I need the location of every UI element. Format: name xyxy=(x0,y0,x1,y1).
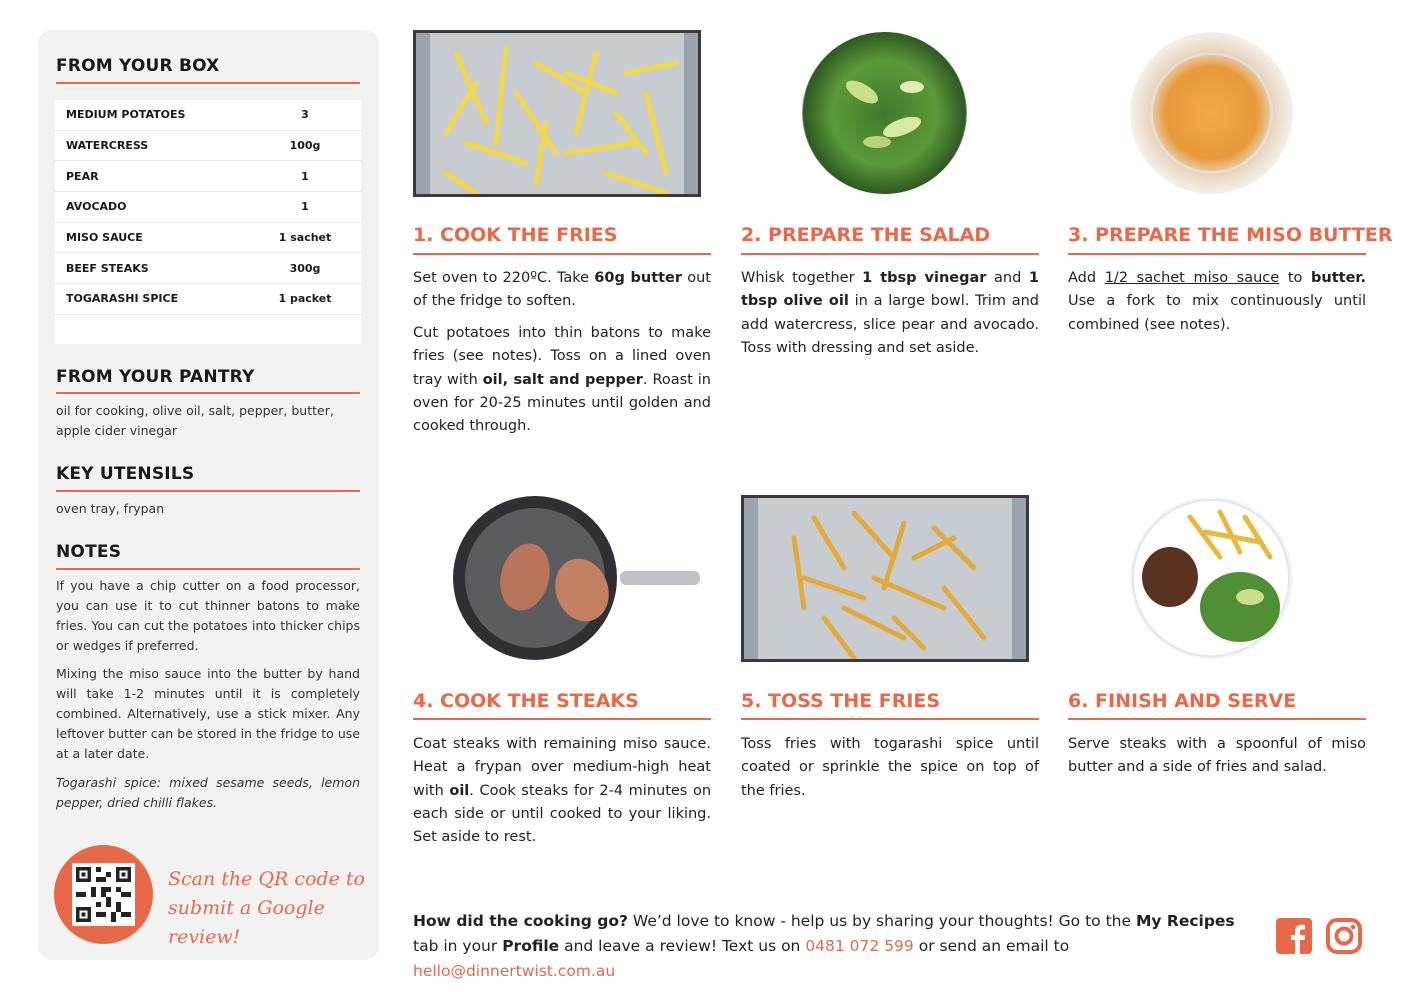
utensils-heading: KEY UTENSILS xyxy=(56,464,195,484)
from-your-box-heading: FROM YOUR BOX xyxy=(56,56,220,76)
pantry-heading: FROM YOUR PANTRY xyxy=(56,367,255,387)
ingredient-row xyxy=(55,100,361,131)
ingredients-panel xyxy=(38,30,379,960)
ingredient-row xyxy=(55,131,361,162)
ingredient-name: TOGARASHI SPICE xyxy=(66,292,179,306)
step-4-text: Coat steaks with remaining miso sauce. Heat a frypan over medium-high heat with oil. Cook steaks for 2-4 minutes on each side or until cooked to your liking. Set aside to rest. xyxy=(413,736,712,846)
divider xyxy=(56,568,360,570)
facebook-icon[interactable] xyxy=(1276,918,1312,954)
ingredient-row xyxy=(55,161,361,192)
step-1-text-a: Set oven to 220ºC. Take 60g butter out of the fridge to soften. xyxy=(413,270,711,310)
phone-link[interactable]: 0481 072 599 xyxy=(805,937,914,955)
step-4-photo xyxy=(430,495,702,662)
step-5-text: Toss fries with togarashi spice until coated or sprinkle the spice on top of the fries. xyxy=(741,736,1039,799)
qr-code[interactable] xyxy=(72,863,135,926)
ingredient-qty: 1 sachet xyxy=(278,231,332,245)
step-3-text: Add 1/2 sachet miso sauce to butter. Use a fork to mix continuously until combined (see notes). xyxy=(1068,270,1366,333)
step-2-title: 2. PREPARE THE SALAD xyxy=(741,224,991,246)
ingredient-qty: 3 xyxy=(301,108,309,122)
qr-caption-line: Scan the QR code to xyxy=(168,868,365,890)
qr-caption xyxy=(168,865,368,952)
step-6-text: Serve steaks with a spoonful of miso butter and a side of fries and salad. xyxy=(1068,736,1366,776)
step-2-photo xyxy=(802,32,967,194)
review-prompt: How did the cooking go? We’d love to know - help us by sharing your thoughts! Go to the My Recipes tab in your Profile and leave a review! Text us on 0481 072 599 or send an email to hello@dinnertwist.com.au xyxy=(413,912,1235,980)
fries-raw-illustration xyxy=(416,33,701,197)
divider xyxy=(1068,718,1366,720)
email-link[interactable]: hello@dinnertwist.com.au xyxy=(413,962,616,980)
note-paragraph: Mixing the miso sauce into the butter by hand will take 1-2 minutes until it is completely combined. Alternatively, use a stick mixer. Any leftover butter can be stored in the fridge to use at a later date. xyxy=(56,666,360,761)
ingredient-name: WATERCRESS xyxy=(66,139,149,153)
box-ingredients-table xyxy=(55,100,361,344)
ingredient-qty: 300g xyxy=(289,261,321,275)
ingredient-row xyxy=(55,223,361,254)
ingredient-name: MISO SAUCE xyxy=(66,231,143,245)
fries-seasoned-illustration xyxy=(744,498,1029,662)
ingredient-qty: 1 packet xyxy=(278,292,332,306)
step-2-text: Whisk together 1 tbsp vinegar and 1 tbsp olive oil in a large bowl. Trim and add watercress, slice pear and avocado. Toss with dressing and set aside. xyxy=(741,270,1039,356)
step-5-title: 5. TOSS THE FRIES xyxy=(741,690,941,712)
ingredient-row xyxy=(55,192,361,223)
step-1-text-b: Cut potatoes into thin batons to make fries (see notes). Toss on a lined oven tray with oil, salt and pepper. Roast in oven for 20-25 minutes until golden and cooked through. xyxy=(413,325,711,435)
ingredient-name: MEDIUM POTATOES xyxy=(66,108,186,122)
ingredient-qty: 1 xyxy=(301,200,309,214)
step-1-photo xyxy=(413,30,701,197)
divider xyxy=(741,253,1039,255)
divider xyxy=(1068,253,1366,255)
step-6-title: 6. FINISH AND SERVE xyxy=(1068,690,1297,712)
divider xyxy=(56,82,360,84)
step-3-title: 3. PREPARE THE MISO BUTTER xyxy=(1068,224,1393,246)
divider xyxy=(56,490,360,492)
note-paragraph: If you have a chip cutter on a food processor, you can use it to cut thinner batons to make fries. You can cut the potatoes into thicker chips or wedges if preferred. xyxy=(56,578,360,653)
qr-badge xyxy=(54,845,153,944)
notes-heading: NOTES xyxy=(56,542,122,562)
utensils-text: oven tray, frypan xyxy=(56,501,165,516)
step-5-photo xyxy=(741,495,1029,662)
step-6-photo xyxy=(1130,497,1293,659)
divider xyxy=(741,718,1039,720)
salad-illustration xyxy=(802,32,967,194)
plated-meal-illustration xyxy=(1130,497,1293,659)
ingredient-name: AVOCADO xyxy=(66,200,127,214)
divider xyxy=(56,392,360,394)
step-4-title: 4. COOK THE STEAKS xyxy=(413,690,639,712)
ingredient-qty: 100g xyxy=(289,139,321,153)
qr-code-icon xyxy=(76,867,131,922)
ingredient-row xyxy=(55,284,361,315)
divider xyxy=(413,718,711,720)
pantry-text: oil for cooking, olive oil, salt, pepper, butter, apple cider vinegar xyxy=(56,403,334,438)
ingredient-row xyxy=(55,253,361,284)
qr-caption-line: submit a Google review! xyxy=(168,897,325,948)
note-paragraph: Togarashi spice: mixed sesame seeds, lemon pepper, dried chilli flakes. xyxy=(56,775,360,810)
step-3-photo xyxy=(1130,32,1293,194)
ingredient-name: PEAR xyxy=(66,169,99,183)
ingredient-qty: 1 xyxy=(301,169,309,183)
divider xyxy=(413,253,711,255)
step-1-title: 1. COOK THE FRIES xyxy=(413,224,618,246)
instagram-icon[interactable] xyxy=(1326,918,1362,954)
frypan-steaks-illustration xyxy=(430,495,702,662)
ingredient-name: BEEF STEAKS xyxy=(66,261,149,275)
